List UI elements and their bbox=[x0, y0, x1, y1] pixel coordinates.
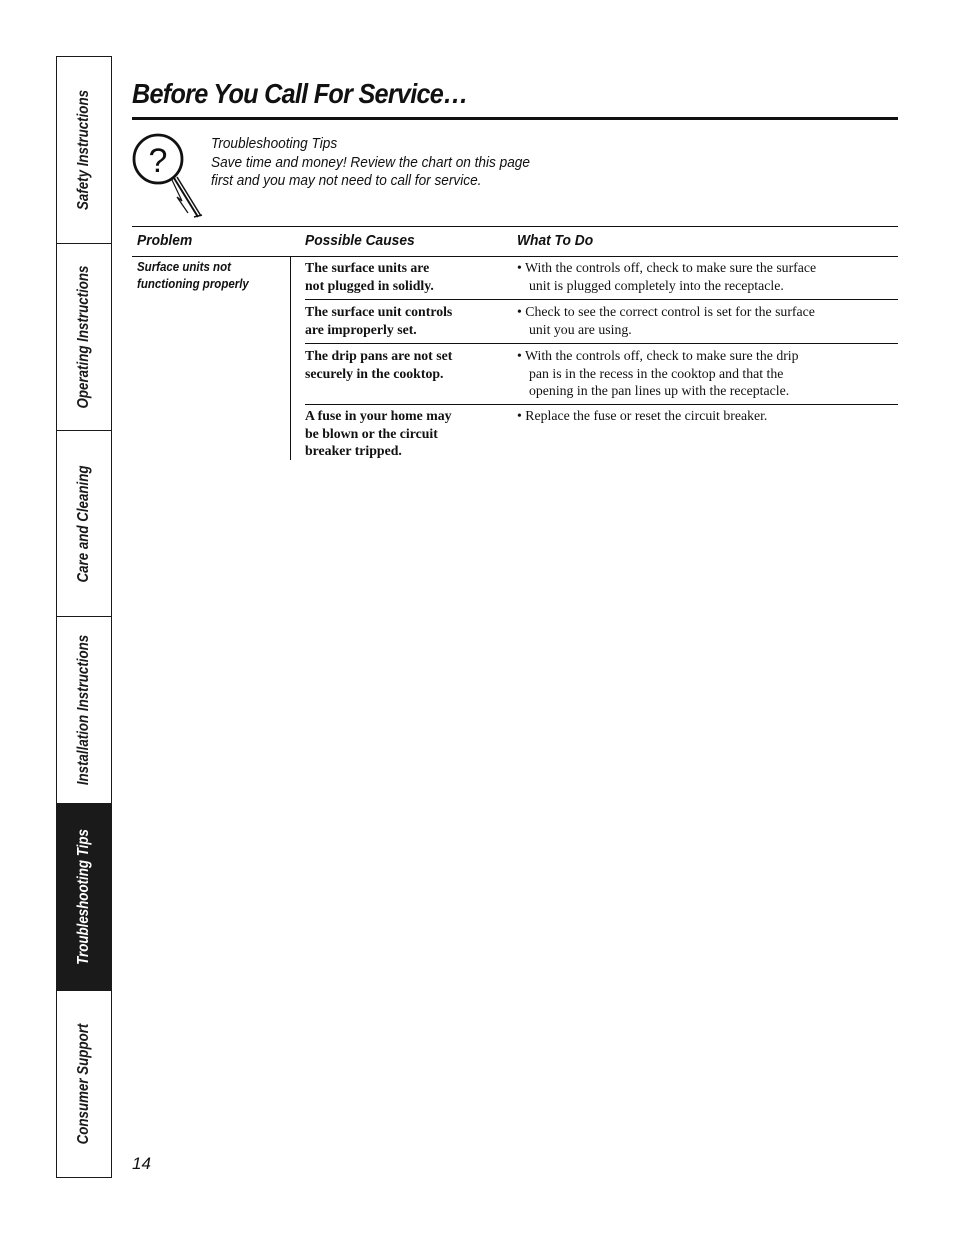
header-problem: Problem bbox=[137, 232, 193, 249]
cause-line: securely in the cooktop. bbox=[305, 365, 444, 381]
remedy-line: opening in the pan lines up with the receptacle. bbox=[529, 383, 790, 398]
remedy-cell bbox=[517, 259, 816, 294]
remedy-line: unit you are using. bbox=[529, 321, 632, 337]
header-what-to-do: What To Do bbox=[517, 232, 594, 249]
page-number: 14 bbox=[132, 1154, 151, 1173]
remedy-cell bbox=[517, 303, 815, 338]
svg-text:?: ? bbox=[148, 142, 168, 180]
cause-line: The surface units are bbox=[305, 260, 430, 275]
tab-care-and-cleaning[interactable] bbox=[57, 431, 111, 618]
cause-line: The drip pans are not set bbox=[305, 348, 453, 363]
problem-cell bbox=[137, 259, 249, 293]
intro-heading: Troubleshooting Tips bbox=[211, 136, 338, 152]
cause-line: breaker tripped. bbox=[305, 443, 402, 458]
problem-line: Surface units not bbox=[137, 260, 231, 274]
tab-safety-instructions[interactable] bbox=[57, 57, 111, 244]
cause-cell bbox=[305, 407, 495, 460]
cause-line: A fuse in your home may bbox=[305, 408, 452, 423]
page-title: Before You Call For Service… bbox=[132, 78, 468, 109]
title-rule bbox=[132, 117, 898, 120]
table-header bbox=[132, 227, 898, 257]
remedy-line: unit is plugged completely into the receptacle. bbox=[529, 277, 784, 293]
table-row bbox=[305, 347, 898, 405]
tab-label: Consumer Support bbox=[75, 1023, 92, 1145]
remedy-cell bbox=[517, 347, 799, 400]
cause-line: The surface unit controls bbox=[305, 304, 453, 319]
remedy-cell bbox=[517, 407, 767, 425]
cause-line: not plugged in solidly. bbox=[305, 277, 434, 293]
question-magnifier-icon bbox=[132, 131, 204, 221]
tab-troubleshooting-tips[interactable] bbox=[57, 804, 111, 991]
problem-line: functioning properly bbox=[137, 277, 249, 291]
remedy-line: • With the controls off, check to make sure the surface bbox=[517, 260, 817, 275]
tab-label: Operating Instructions bbox=[75, 265, 92, 409]
remedy-line: • Check to see the correct control is set for the surface bbox=[517, 304, 815, 319]
cause-line: be blown or the circuit bbox=[305, 425, 438, 441]
cause-cell bbox=[305, 259, 495, 294]
intro-line: Save time and money! Review the chart on this page bbox=[211, 154, 530, 171]
tab-label: Safety Instructions bbox=[75, 89, 92, 210]
intro-text bbox=[211, 135, 550, 191]
tab-operating-instructions[interactable] bbox=[57, 244, 111, 431]
tab-label: Care and Cleaning bbox=[75, 465, 92, 583]
problem-divider bbox=[290, 257, 291, 460]
cause-line: are improperly set. bbox=[305, 321, 417, 337]
table-row bbox=[305, 259, 898, 300]
tab-label: Installation Instructions bbox=[75, 635, 92, 786]
cause-cell bbox=[305, 303, 495, 338]
tab-installation-instructions[interactable] bbox=[57, 617, 111, 804]
table-row bbox=[305, 303, 898, 344]
cause-cell bbox=[305, 347, 495, 382]
header-possible-causes: Possible Causes bbox=[305, 232, 415, 249]
intro-line: first and you may not need to call for service. bbox=[211, 173, 482, 189]
tab-consumer-support[interactable] bbox=[57, 991, 111, 1177]
remedy-line: • Replace the fuse or reset the circuit breaker. bbox=[517, 408, 768, 423]
remedy-line: • With the controls off, check to make sure the drip bbox=[517, 348, 799, 363]
table-row bbox=[305, 407, 898, 462]
tab-label: Troubleshooting Tips bbox=[75, 829, 92, 966]
section-tabs bbox=[56, 56, 112, 1178]
remedy-line: pan is in the recess in the cooktop and that the bbox=[529, 365, 784, 381]
